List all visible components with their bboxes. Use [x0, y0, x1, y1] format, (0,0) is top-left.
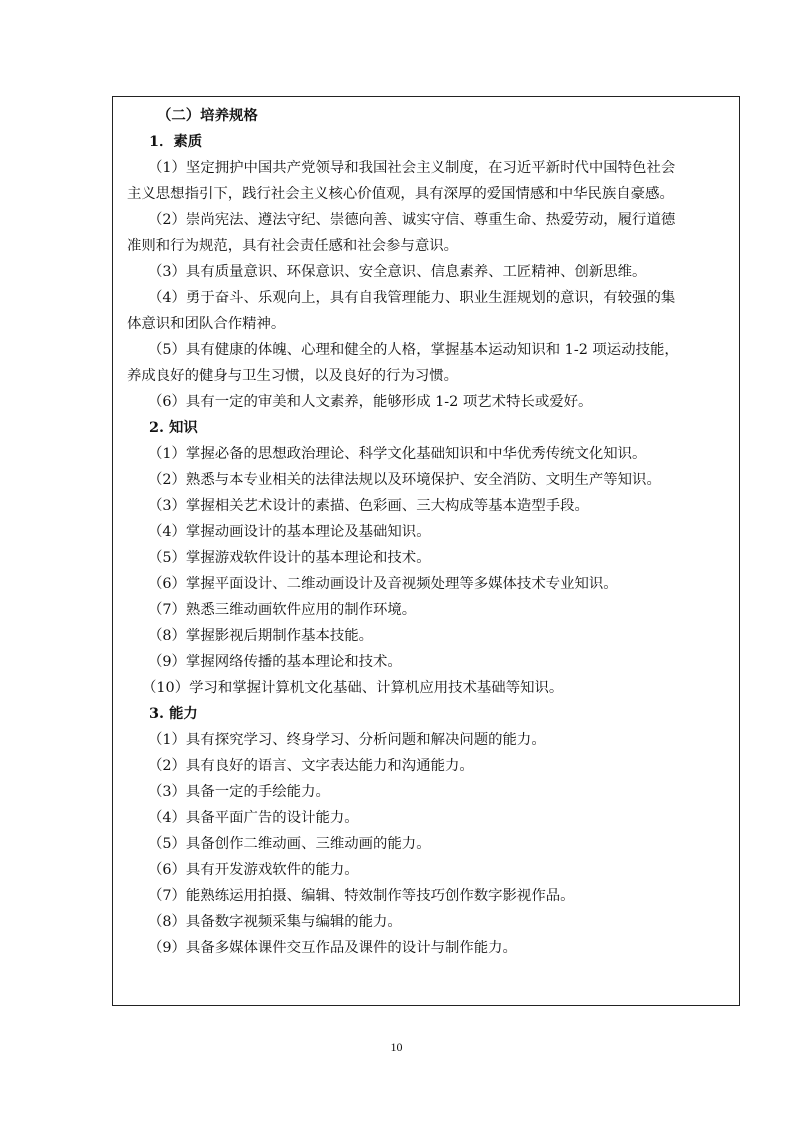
subsection-title-knowledge: 2. 知识: [149, 419, 198, 436]
quality-item-2-line-1: （2）崇尚宪法、遵法守纪、崇德向善、诚实守信、尊重生命、热爱劳动，履行道德: [148, 212, 676, 228]
subsection-title-ability: 3. 能力: [149, 705, 198, 722]
content-frame: [112, 96, 740, 1006]
subsection-title-quality: 1．素质: [149, 133, 203, 150]
ability-item-1: （1）具有探究学习、终身学习、分析问题和解决问题的能力。: [148, 732, 546, 748]
knowledge-item-4: （4）掌握动画设计的基本理论及基础知识。: [148, 524, 431, 540]
quality-item-1-line-2: 主义思想指引下，践行社会主义核心价值观，具有深厚的爱国情感和中华民族自豪感。: [127, 186, 674, 202]
knowledge-item-3: （3）掌握相关艺术设计的素描、色彩画、三大构成等基本造型手段。: [148, 498, 589, 514]
quality-item-4-line-2: 体意识和团队合作精神。: [127, 316, 286, 332]
knowledge-item-5: （5）掌握游戏软件设计的基本理论和技术。: [148, 550, 431, 566]
ability-item-5: （5）具备创作二维动画、三维动画的能力。: [148, 836, 431, 852]
quality-item-4-line-1: （4）勇于奋斗、乐观向上，具有自我管理能力、职业生涯规划的意识，有较强的集: [148, 290, 676, 306]
quality-item-5-line-1: （5）具有健康的体魄、心理和健全的人格，掌握基本运动知识和 1-2 项运动技能，: [148, 342, 679, 358]
ability-item-3: （3）具备一定的手绘能力。: [148, 784, 330, 800]
knowledge-item-6: （6）掌握平面设计、二维动画设计及音视频处理等多媒体技术专业知识。: [148, 576, 618, 592]
section-title: （二）培养规格: [157, 107, 258, 124]
ability-item-7: （7）能熟练运用拍摄、编辑、特效制作等技巧创作数字影视作品。: [148, 888, 575, 904]
knowledge-item-2: （2）熟悉与本专业相关的法律法规以及环境保护、安全消防、文明生产等知识。: [148, 472, 661, 488]
knowledge-item-1: （1）掌握必备的思想政治理论、科学文化基础知识和中华优秀传统文化知识。: [148, 446, 647, 462]
quality-item-6: （6）具有一定的审美和人文素养，能够形成 1-2 项艺术特长或爱好。: [148, 394, 593, 410]
ability-item-8: （8）具备数字视频采集与编辑的能力。: [148, 914, 402, 930]
knowledge-item-7: （7）熟悉三维动画软件应用的制作环境。: [148, 602, 417, 618]
quality-item-1-line-1: （1）坚定拥护中国共产党领导和我国社会主义制度，在习近平新时代中国特色社会: [148, 160, 676, 176]
ability-item-9: （9）具备多媒体课件交互作品及课件的设计与制作能力。: [148, 940, 517, 956]
knowledge-item-9: （9）掌握网络传播的基本理论和技术。: [148, 654, 402, 670]
page-number: 10: [390, 1040, 403, 1054]
quality-item-3: （3）具有质量意识、环保意识、安全意识、信息素养、工匠精神、创新思维。: [148, 264, 647, 280]
knowledge-item-10: （10）学习和掌握计算机文化基础、计算机应用技术基础等知识。: [142, 680, 564, 696]
knowledge-item-8: （8）掌握影视后期制作基本技能。: [148, 628, 374, 644]
content-body: [113, 103, 739, 961]
quality-item-5-line-2: 养成良好的健身与卫生习惯，以及良好的行为习惯。: [127, 368, 458, 384]
ability-item-4: （4）具备平面广告的设计能力。: [148, 810, 359, 826]
ability-item-6: （6）具有开发游戏软件的能力。: [148, 862, 359, 878]
ability-item-2: （2）具有良好的语言、文字表达能力和沟通能力。: [148, 758, 474, 774]
quality-item-2-line-2: 准则和行为规范，具有社会责任感和社会参与意识。: [127, 238, 458, 254]
